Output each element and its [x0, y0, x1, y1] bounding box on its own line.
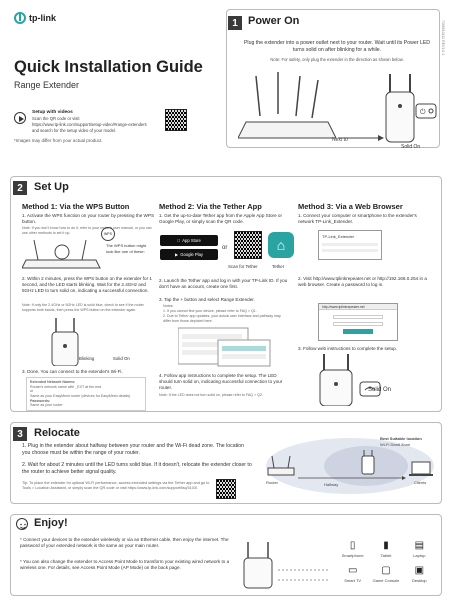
tether-app-icon: ⌂	[268, 232, 294, 258]
method1-step1-note: Note: If you don't know how to do it, refer to your router's user manual, or you can use other methods to set it up.	[22, 226, 152, 235]
relocate-tip: Tip: To place the extender for optimal Wi-Fi performance, access extended settings via the Tether app and go to Tools > Location Assistant, or simply scan the QR code or visit https://www.tp-link.com/support/faq/3103/.	[22, 481, 210, 490]
wps-router-illustration	[22, 238, 102, 272]
tether-app-screens	[178, 326, 273, 368]
method3-step2: 2. Visit http://www.tplinkrepeater.net or http://192.168.0.254 in a web browser. Create a password to log in.	[298, 276, 427, 288]
laptop-icon: ▤	[414, 540, 425, 551]
relocate-step2: 2. Wait for about 2 minutes until the LED turns solid blue. If it doesn't, relocate the extender closer to the router to achieve better signal quality.	[22, 462, 252, 476]
method2-title: Method 2: Via the Tether App	[159, 202, 262, 211]
or-label: or	[222, 245, 228, 251]
method1-step2-note: Note: If only the 2.4GHz or 5GHz LED is solid blue, check to see if the router supports both bands, then press the WPS button on the extender again.	[22, 303, 144, 312]
method2-step2: 2. Launch the Tether app and log in with your TP-Link ID. If you don't have an account, create one first.	[159, 278, 288, 290]
wps-icon	[101, 227, 115, 241]
method3-step1: 1. Connect your computer or smartphone to the extender's network TP-Link_Extender.	[298, 213, 417, 225]
game-console-icon: ▢	[381, 565, 391, 576]
network-names-line2: or	[30, 389, 34, 394]
method2-notes-title: Notes:	[163, 304, 174, 308]
solid-on-label: Solid On	[401, 144, 421, 150]
best-location-label: Best Suitable location	[380, 436, 422, 441]
desktop-icon: ▣	[414, 565, 425, 576]
browser-window	[318, 303, 398, 341]
page-title: Quick Installation Guide	[14, 58, 203, 76]
video-heading: Setup with videos	[32, 110, 73, 115]
address-bar[interactable]: http://www.tplinkrepeater.net	[319, 304, 397, 310]
tp-link-logo-icon	[14, 12, 26, 24]
device-label: Smartphone	[341, 553, 364, 558]
video-line3: and search for the setup video of your model.	[32, 127, 117, 133]
method2-step1: 1. Get the up-to-date Tether app from the Apple App Store or Google Play, or simply scan the QR code.	[159, 213, 283, 225]
clients-label: Clients	[414, 480, 427, 485]
scan-for-tether-label: Scan for Tether	[228, 264, 258, 269]
power-on-heading: Power On	[248, 15, 300, 27]
method3-title: Method 3: Via a Web Browser	[298, 202, 403, 211]
enjoy-bullet2: * You can also change the extender to Access Point Mode to transform your existing wired network to a wireless one. For details, see Access Point Mode (AP Mode) on the back page.	[20, 559, 230, 571]
apple-icon	[177, 238, 180, 243]
play-store-icon: ▶	[174, 252, 179, 257]
method2-note2: 2. Due to Tether app updates, your actual user interface and pathway may differ from those depicted here.	[163, 314, 281, 323]
video-link[interactable]: https://www.tp-link.com/support/setup-video/#range-extenders	[32, 122, 147, 128]
page-subtitle: Range Extender	[14, 80, 80, 90]
svg-text:⏻: ⏻	[420, 108, 426, 116]
solid-on-label: Solid On	[113, 356, 130, 361]
setup-heading: Set Up	[34, 181, 69, 193]
device-label: Game Console	[372, 578, 400, 583]
method1-step1: 1. Activate the WPS function on your router by pressing the WPS button.	[22, 213, 155, 225]
dead-zone-label: Wi-Fi Dead Zone	[380, 442, 411, 447]
method1-step3: 3. Done. You can connect to the extender's Wi-Fi.	[22, 369, 123, 374]
wps-button-caption1: The WPS button might	[106, 243, 147, 248]
relocate-qr-code	[216, 479, 236, 499]
brand-logo	[14, 12, 56, 24]
step-number-badge: 1	[228, 16, 242, 30]
smartphone-icon: ▯	[349, 540, 356, 551]
enjoy-bullet1: * Connect your devices to the extender wirelessly or via an Ethernet cable, then enjoy the internet. The password of your extended network is the same as your main router.	[20, 537, 229, 549]
relocate-heading: Relocate	[34, 427, 80, 439]
tablet-icon: ▮	[383, 540, 389, 551]
relocate-step1: 1. Plug in the extender about halfway between your router and the Wi-Fi dead zone. The location you choose must be within the range of your router.	[22, 443, 244, 457]
tether-qr-code	[234, 231, 262, 259]
enjoy-heading: Enjoy!	[34, 517, 68, 529]
step-number-badge: 3	[13, 427, 27, 441]
power-on-note: Note: For safety, only plug the extender in the direction as shown below.	[270, 57, 404, 62]
method1-step2: 2. Within 2 minutes, press the WPS button on the extender for 1 second, and the LED starts blinking. Wait for the 2.4GHz and 5GHz LED to turn solid on, indicating a successful connection.	[22, 276, 152, 294]
method2-step3: 3. Tap the + button and select Range Extender.	[159, 297, 255, 302]
power-on-illustration	[238, 66, 438, 146]
brand-name: tp-link	[29, 13, 56, 23]
halfway-label: Halfway	[324, 482, 339, 487]
network-names-line1: Router's network name with _EXT at the end	[30, 384, 102, 389]
method3-step3: 3. Follow web instructions to complete the setup.	[298, 346, 398, 351]
extender-wps-illustration	[48, 318, 108, 366]
device-label: Desktop	[411, 578, 427, 583]
network-names-title: Extended Network Names:	[30, 380, 76, 384]
passwords-value: Same as your router	[30, 403, 63, 408]
video-qr-code	[165, 109, 187, 131]
side-code: 7106510112 REV1.0.1	[441, 20, 445, 56]
wps-icon-label: WPS	[104, 232, 112, 236]
passwords-title: Passwords:	[30, 398, 51, 403]
device-label: Laptop	[413, 553, 426, 558]
method2-step4-note: Note: If the LED does not turn solid on, please refer to FAQ > Q2.	[159, 393, 263, 397]
solid-on-label: Solid On	[368, 387, 392, 393]
method2-note1: 1. If you cannot find your device, please refer to FAQ > Q1.	[163, 309, 257, 313]
video-line1: Scan the QR code or visit	[32, 116, 80, 122]
client-devices-icon	[409, 462, 433, 476]
app-store-button[interactable]: App Store	[160, 235, 218, 246]
tether-label: Tether	[272, 264, 285, 269]
device-grid	[336, 535, 436, 583]
tv-icon: ▭	[347, 565, 358, 576]
extender-solid-on-illustration	[318, 354, 398, 406]
device-label: Smart TV	[344, 578, 362, 583]
wifi-list-screen	[318, 230, 382, 260]
method2-step4: 4. Follow app instructions to complete the setup. The LED should turn solid on, indicating successful connection to your router.	[159, 373, 283, 391]
device-label: Tablet	[380, 553, 392, 558]
next-to-label: Next to	[332, 137, 348, 143]
power-on-body: Plug the extender into a power outlet next to your router. Wait until its Power LED turns solid on after blinking for a while.	[243, 40, 431, 54]
router-label: Router	[266, 480, 279, 485]
step-number-badge: 2	[13, 181, 27, 195]
images-note: *Images may differ from your actual product.	[14, 138, 103, 143]
blinking-label: Blinking	[79, 356, 95, 361]
network-names-line3: Same as your EasyMesh router (devices for EasyMesh details)	[30, 394, 131, 399]
method1-title: Method 1: Via the WPS Button	[22, 202, 130, 211]
smile-icon	[16, 518, 28, 530]
network-info-box	[26, 377, 146, 411]
router-icon	[238, 72, 336, 138]
extender-icon	[386, 74, 414, 142]
enjoy-extender-illustration	[238, 540, 338, 590]
wifi-network-item[interactable]: TP-Link_Extender	[322, 234, 355, 239]
wps-button-caption2: look like one of these:	[106, 249, 145, 254]
play-icon	[14, 112, 26, 124]
google-play-button[interactable]: ▶ Google Play	[160, 249, 218, 260]
